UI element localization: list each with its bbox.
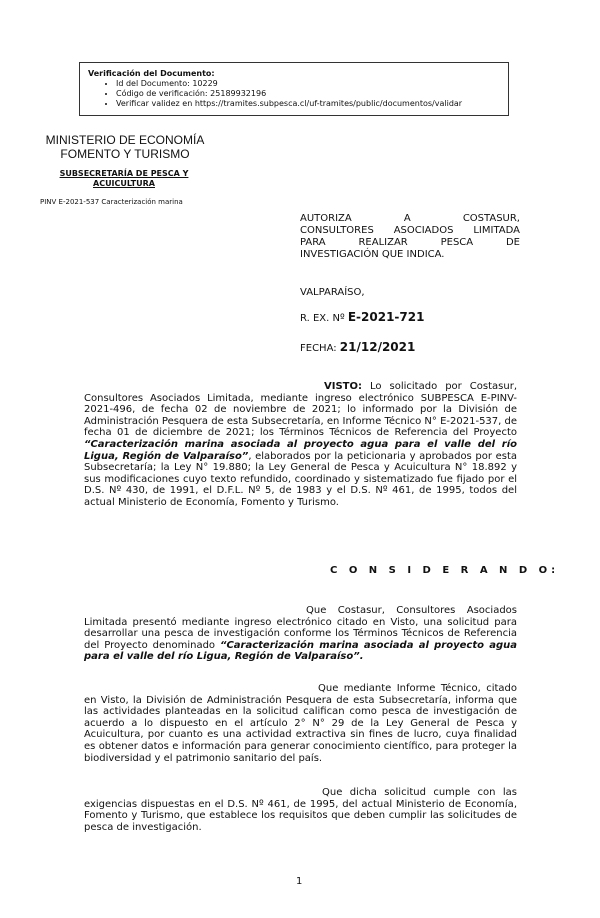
subsecretaria-line-1: SUBSECRETARÍA DE PESCA Y (59, 169, 189, 178)
p1-text: Que Costasur, Consultores Asociados Limitada presentó mediante ingreso electrónico citado en Visto, una solicitud para desarrollar una pesca de investigación conforme los Términos Técnicos de Referencia del Proyecto denominado (84, 605, 517, 651)
ministry-line-1: MINISTERIO DE ECONOMÍA (45, 133, 205, 147)
rex-number: E-2021-721 (347, 310, 425, 324)
subsecretaria-line-2: ACUICULTURA (93, 179, 155, 188)
considerando-paragraph-1 (84, 605, 517, 663)
visto-label: VISTO: (324, 381, 362, 392)
visto-project: “Caracterización marina asociada al proyecto agua para el valle del río Ligua, Región de Valparaíso” (84, 438, 517, 462)
p2-text: Que mediante Informe Técnico, citado en Visto, la División de Administración Pesquera de esta Subsecretaría, informa que las actividades planteadas en la solicitud califican como pesca de investigación de acuerdo a lo dispuesto en el artículo 2° N° 29 de la Ley General de Pesca y Acuicultura, por cuanto es una actividad extractiva sin fines de lucro, cuya finalidad es obtener datos e información para generar conocimiento científico, para proteger la biodiversidad y el patrimonio sanitario del país. (84, 683, 517, 764)
verification-url: • Verificar validez en https://tramites.subpesca.cl/uf-tramites/public/documentos/validar (116, 99, 502, 109)
verification-box (79, 62, 509, 116)
resolution-subject (300, 213, 520, 261)
ministry-name (30, 133, 220, 161)
ministry-line-2: FOMENTO Y TURISMO (60, 147, 190, 161)
resolution-date (300, 340, 415, 354)
visto-text-a: Lo solicitado por Costasur, Consultores Asociados Limitada, mediante ingreso electrónico SUBPESCA E-PINV-2021-496, de fecha 02 de noviembre de 2021; lo informado por la División de Administración Pesquera de esta Subsecretaría, en Informe Técnico N° E-2021-537, de fecha 01 de diciembre de 2021; los Términos Técnicos de Referencia del Proyecto (84, 381, 518, 439)
date-value: 21/12/2021 (339, 340, 416, 354)
verification-list (88, 79, 502, 109)
verification-id: • Id del Documento: 10229 (116, 79, 502, 89)
visto-paragraph (84, 381, 517, 509)
reference-line: PINV E-2021-537 Caracterización marina (40, 198, 183, 206)
page-number: 1 (296, 876, 303, 887)
date-label: FECHA: (300, 343, 337, 354)
rex-label: R. EX. Nº (300, 313, 345, 324)
subsecretaria-name (38, 169, 210, 189)
p1-project: “Caracterización marina asociada al proyecto agua para el valle del río Ligua, Región de Valparaíso”. (84, 639, 518, 663)
resolution-place: VALPARAÍSO, (300, 287, 365, 298)
subject-line-3: PARA REALIZAR PESCA DE (300, 237, 520, 248)
resolution-number (300, 310, 424, 324)
subject-line-4: INVESTIGACIÓN QUE INDICA. (300, 249, 445, 260)
subject-line-2: CONSULTORES ASOCIADOS LIMITADA (300, 225, 520, 236)
verification-title: Verificación del Documento: (88, 69, 215, 78)
considerando-heading: C O N S I D E R A N D O: (330, 565, 560, 576)
visto-text-b: , elaborados por la peticionaria y aprobados por esta Subsecretaría; la Ley N° 19.880; la Ley General de Pesca y Acuicultura N° 18.892 y sus modificaciones cuyo texto refundido, coordinado y sistematizado fue fijado por el D.S. Nº 430, de 1991, el D.F.L. Nº 5, de 1983 y el D.S. Nº 461, de 1995, todos del actual Ministerio de Economía, Fomento y Turismo. (84, 450, 517, 508)
considerando-paragraph-3 (84, 787, 517, 833)
verification-code: • Código de verificación: 25189932196 (116, 89, 502, 99)
considerando-paragraph-2 (84, 683, 517, 764)
p3-text: Que dicha solicitud cumple con las exigencias dispuestas en el D.S. Nº 461, de 1995, del actual Ministerio de Economía, Fomento y Turismo, que establece los requisitos que deben cumplir las solicitudes de pesca de investigación. (84, 787, 517, 833)
subject-line-1: AUTORIZA A COSTASUR, (300, 213, 520, 224)
